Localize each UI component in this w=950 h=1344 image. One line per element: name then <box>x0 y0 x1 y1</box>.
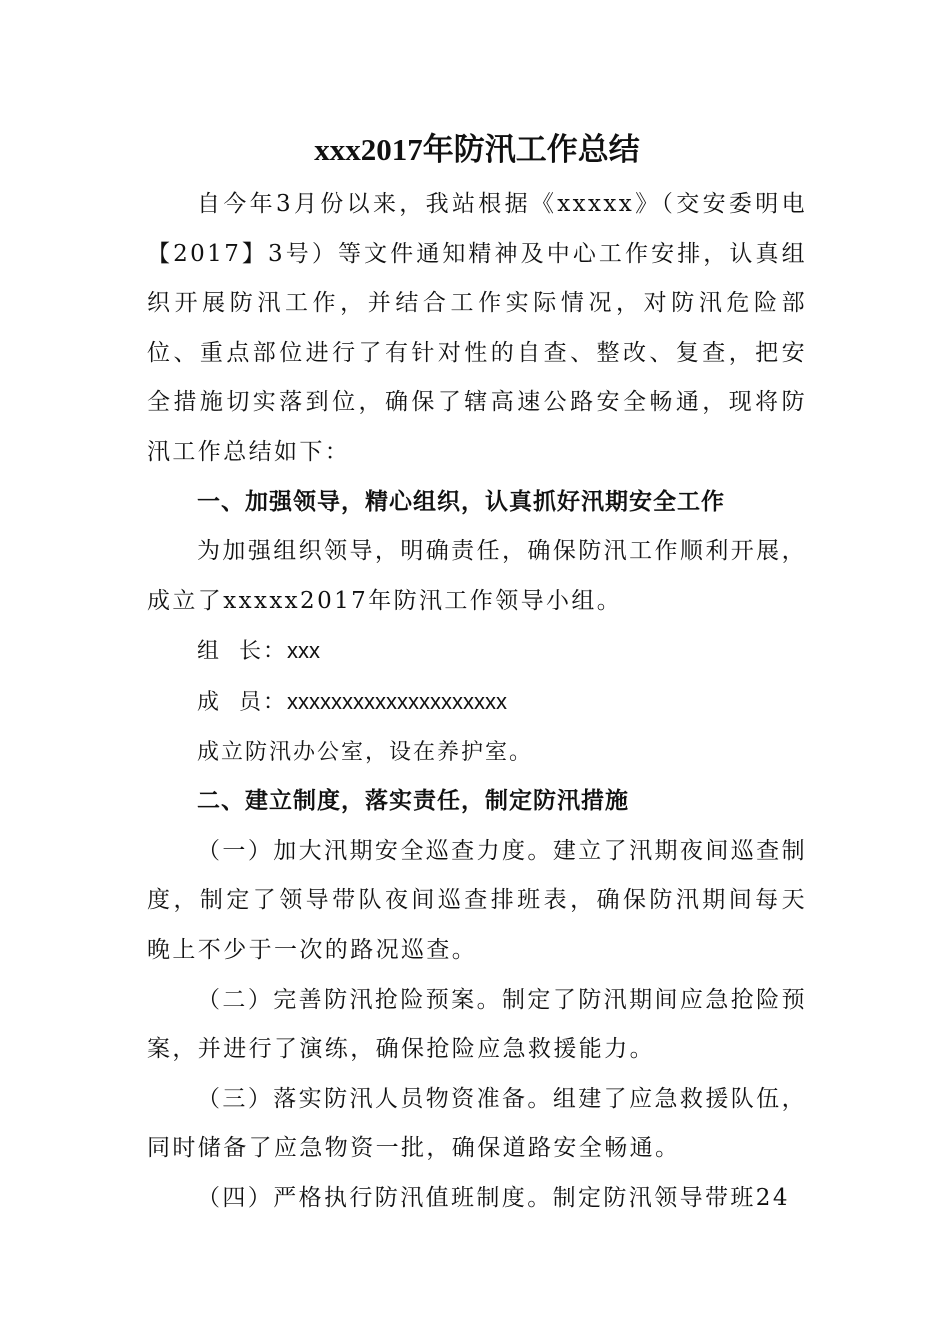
members-label: 成 员： <box>197 689 287 715</box>
section-2-heading: 二、建立制度，落实责任，制定防汛措施 <box>197 788 629 815</box>
section-2-item-3: （三）落实防汛人员物资准备。组建了应急救援队伍，同时储备了应急物资一批，确保道路安全畅通。 <box>147 1085 807 1162</box>
leader-label: 组 长： <box>197 639 287 665</box>
leader-value: xxx <box>287 638 320 664</box>
section-2-item-1: （一）加大汛期安全巡查力度。建立了汛期夜间巡查制度，制定了领导带队夜间巡查排班表，确保防汛期间每天晚上不少于一次的路况巡查。 <box>147 837 807 963</box>
section-2-item-4: （四）严格执行防汛值班制度。制定防汛领导带班24 <box>197 1184 790 1211</box>
office-line: 成立防汛办公室，设在养护室。 <box>197 739 534 765</box>
section-2-item-2: （二）完善防汛抢险预案。制定了防汛期间应急抢险预案，并进行了演练，确保抢险应急救援能力。 <box>147 986 807 1063</box>
document-title: xxx2017年防汛工作总结 <box>314 132 640 167</box>
document-body <box>147 128 807 1223</box>
members-value: xxxxxxxxxxxxxxxxxxxx <box>287 688 507 714</box>
intro-paragraph: 自今年3月份以来，我站根据《xxxxx》（交安委明电【2017】3号）等文件通知精神及中心工作安排，认真组织开展防汛工作，并结合工作实际情况，对防汛危险部位、重点部位进行了有针对性的自查、整改、复查，把安全措施切实落到位，确保了辖高速公路安全畅通，现将防汛工作总结如下： <box>147 191 807 465</box>
members-line <box>147 677 807 728</box>
section-1-paragraph: 为加强组织领导，明确责任，确保防汛工作顺利开展，成立了xxxxx2017年防汛工作领导小组。 <box>147 538 807 614</box>
section-1-heading: 一、加强领导，精心组织，认真抓好汛期安全工作 <box>197 488 725 515</box>
leader-line <box>147 626 807 677</box>
